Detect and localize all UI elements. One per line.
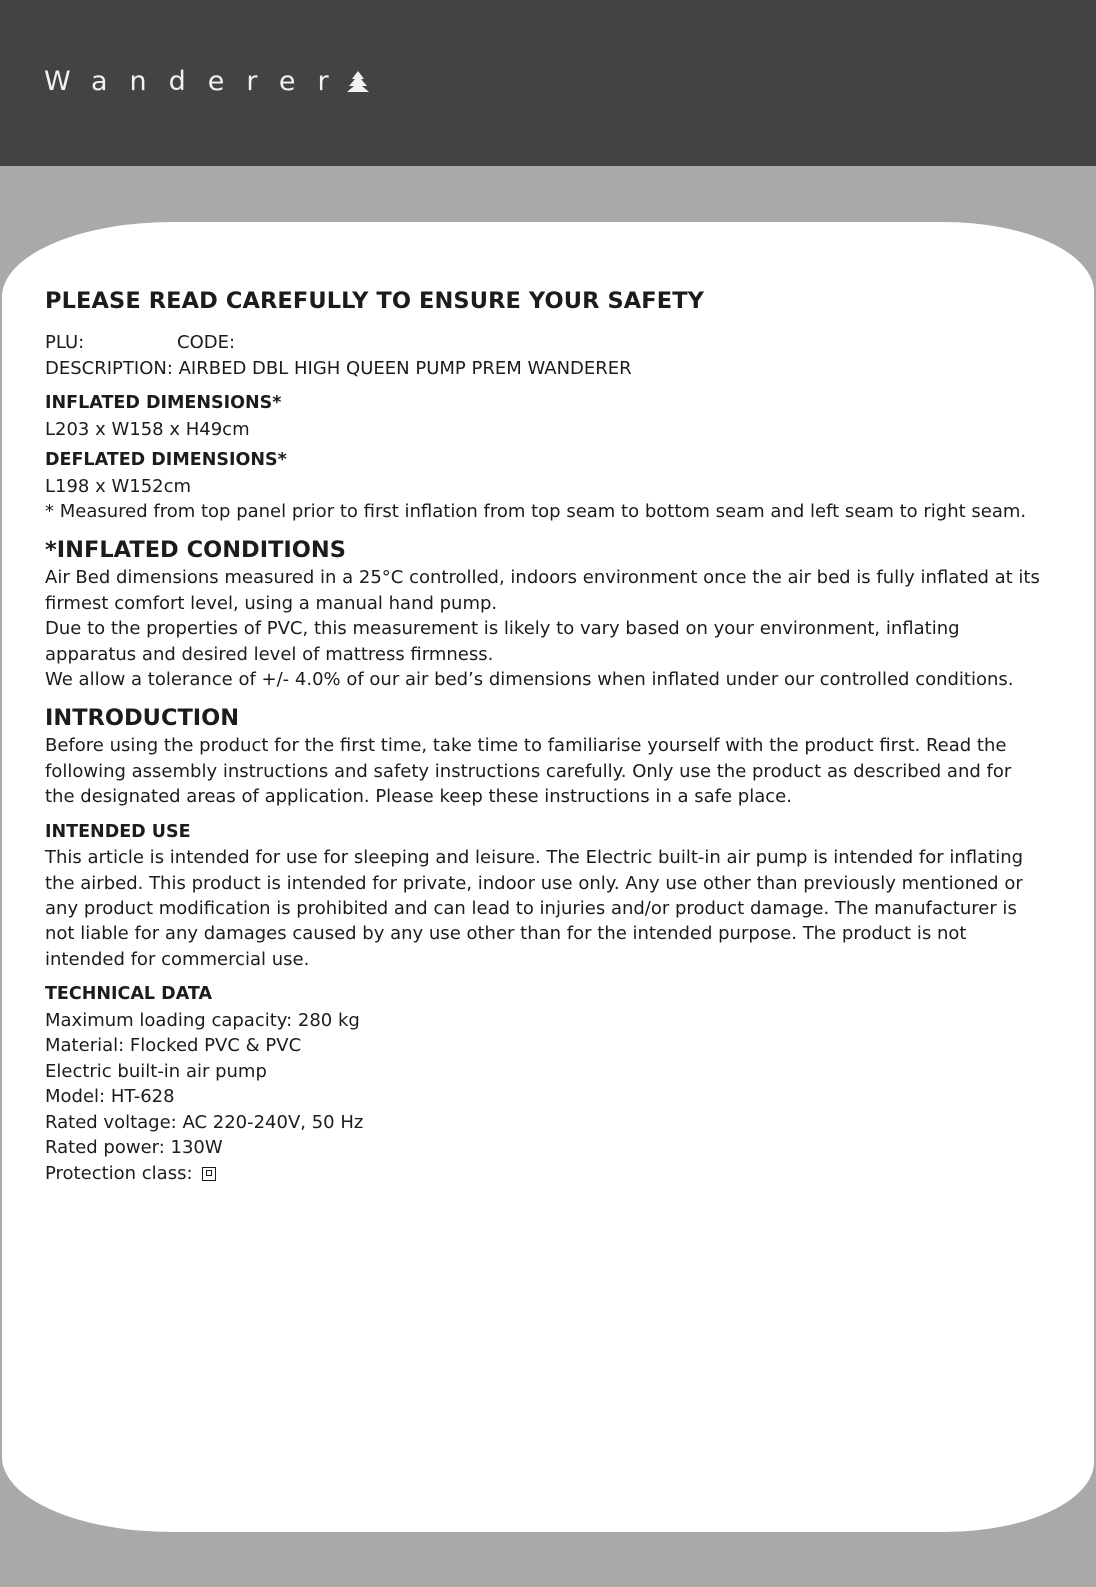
technical-data-line: Electric built-in air pump xyxy=(45,1060,267,1082)
inflated-dimensions-value: L203 x W158 x H49cm xyxy=(45,418,250,440)
class-ii-double-square-icon xyxy=(202,1167,216,1181)
inflated-conditions-paragraph: Due to the properties of PVC, this measurement is likely to vary based on your environment, inflating apparatus and desired level of mattress firmness. xyxy=(45,618,960,665)
protection-class-label: Protection class: xyxy=(45,1162,193,1184)
technical-data-heading: TECHNICAL DATA xyxy=(45,984,213,1005)
brand-name: Wanderer xyxy=(44,66,351,97)
intended-use-heading: INTENDED USE xyxy=(45,821,191,842)
inflated-dimensions-heading: INFLATED DIMENSIONS* xyxy=(45,393,282,413)
technical-data-line: Rated power: 130W xyxy=(45,1137,223,1159)
introduction-text: Before using the product for the first time, take time to familiarise yourself with the product first. Read the following assembly instructions and safety instructions carefully. Only use the product as described and for the designated areas of application. Please keep these instructions in a safe place. xyxy=(45,735,1012,808)
technical-data-line: Rated voltage: AC 220-240V, 50 Hz xyxy=(45,1111,364,1133)
technical-data-line: Material: Flocked PVC & PVC xyxy=(45,1035,302,1057)
technical-data-line: Model: HT-628 xyxy=(45,1086,175,1108)
technical-data-line: Maximum loading capacity: 280 kg xyxy=(45,1009,360,1031)
deflated-dimensions-value: L198 x W152cm xyxy=(45,475,192,497)
deflated-dimensions-heading: DEFLATED DIMENSIONS* xyxy=(45,450,287,470)
plu-label: PLU: xyxy=(45,332,85,353)
protection-class-row xyxy=(45,1161,1045,1187)
plu-code-row xyxy=(45,330,1045,356)
intended-use-text: This article is intended for use for sleeping and leisure. The Electric built-in air pump is intended for inflating the airbed. This product is intended for private, indoor use only. Any use other than previously mentioned or any product modification is prohibited and can lead to injuries and/or product damage. The manufacturer is not liable for any damages caused by any use other than for the intended purpose. The product is not intended for commercial use. xyxy=(45,847,1024,970)
dimension-note: * Measured from top panel prior to first inflation from top seam to bottom seam and left seam to right seam. xyxy=(45,501,1027,522)
brand-logo xyxy=(44,62,371,102)
introduction-heading: INTRODUCTION xyxy=(45,705,240,732)
inflated-conditions-paragraph: Air Bed dimensions measured in a 25°C controlled, indoors environment once the air bed is fully inflated at its firmest comfort level, using a manual hand pump. xyxy=(45,567,1040,614)
product-description: DESCRIPTION: AIRBED DBL HIGH QUEEN PUMP PREM WANDERER xyxy=(45,357,632,379)
document-body xyxy=(45,286,1045,1186)
header-bar xyxy=(0,0,1096,166)
inflated-conditions-heading: *INFLATED CONDITIONS xyxy=(45,537,346,564)
tree-icon xyxy=(345,70,371,94)
page-title: PLEASE READ CAREFULLY TO ENSURE YOUR SAFETY xyxy=(45,288,705,314)
inflated-conditions-paragraph: We allow a tolerance of +/- 4.0% of our air bed’s dimensions when inflated under our controlled conditions. xyxy=(45,669,1014,691)
code-label: CODE: xyxy=(177,332,236,353)
